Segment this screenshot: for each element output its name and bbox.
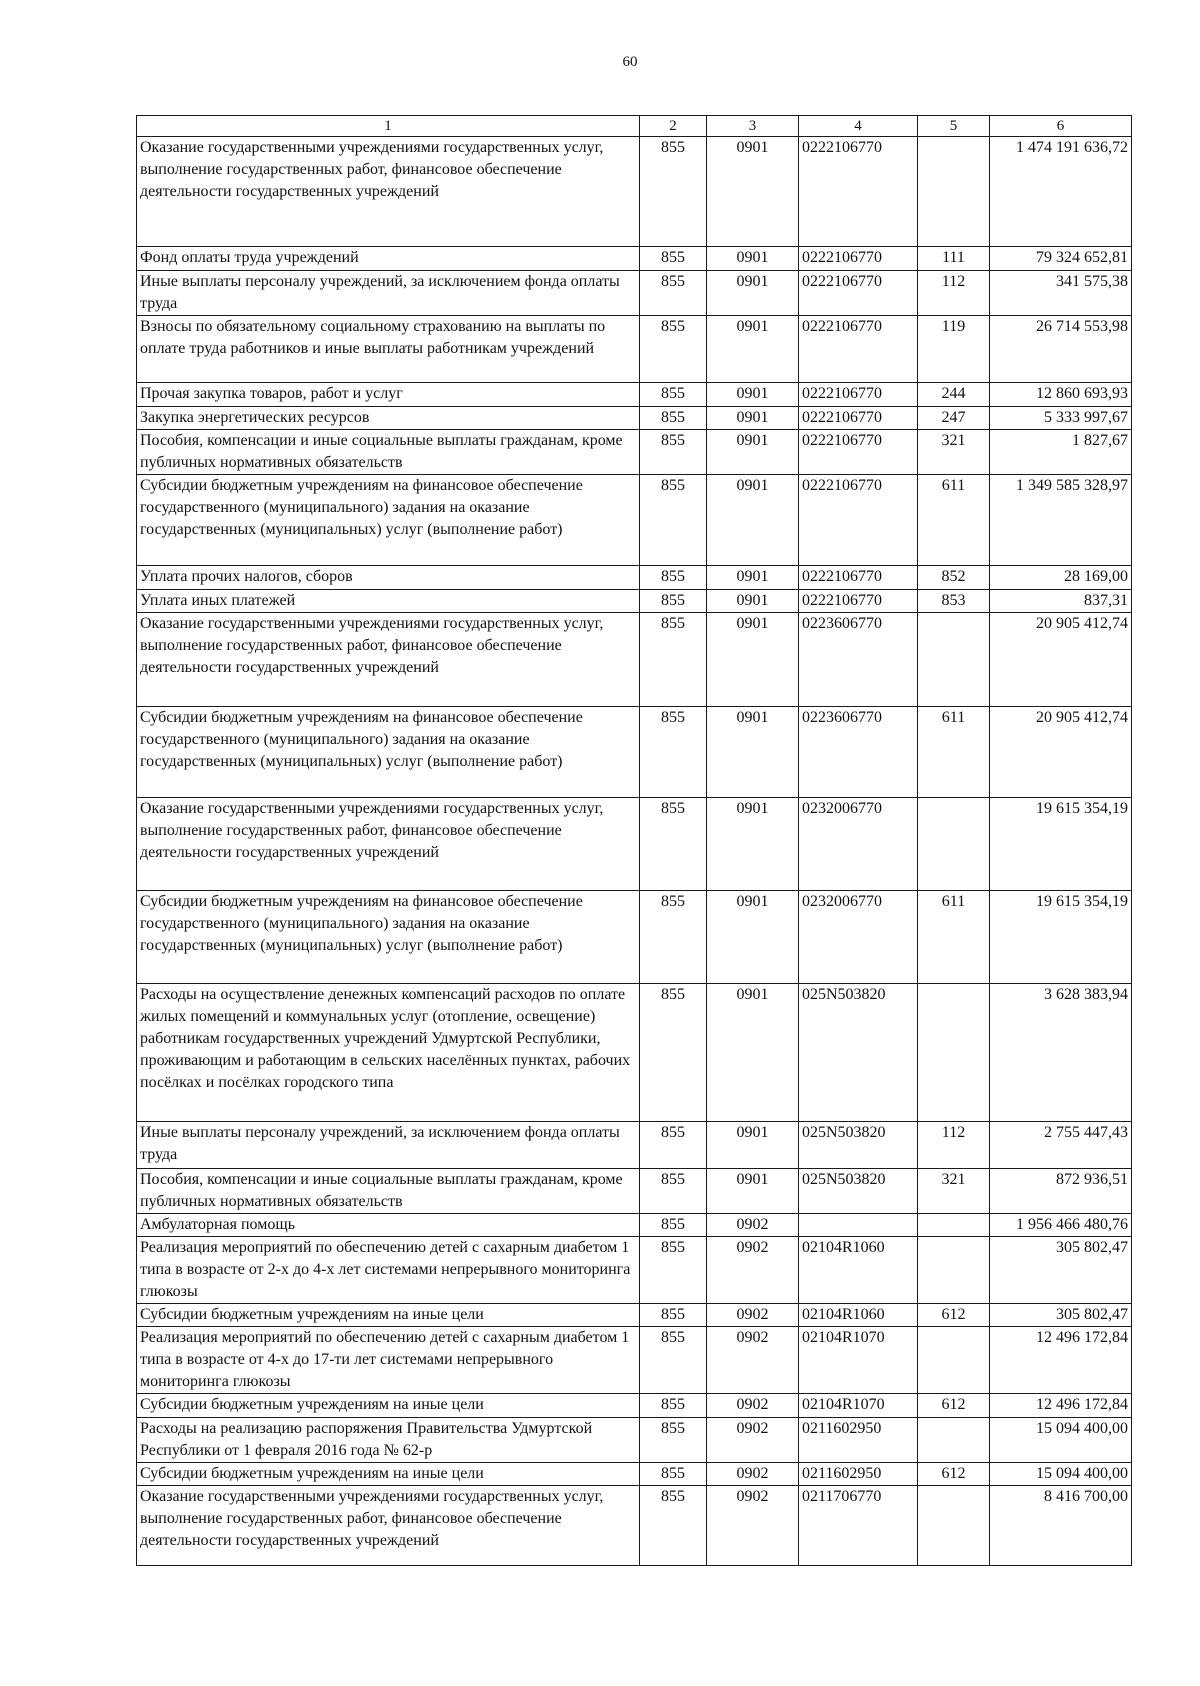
- row-section-cell: 0901: [707, 1122, 799, 1169]
- row-amount-cell: 1 349 585 328,97: [990, 475, 1132, 566]
- row-section-cell: 0902: [707, 1237, 799, 1304]
- row-amount-cell: 837,31: [990, 590, 1132, 613]
- table-row: [137, 590, 1132, 613]
- row-vr-cell: 321: [918, 1169, 990, 1214]
- row-name-cell: Реализация мероприятий по обеспечению детей с сахарным диабетом 1 типа в возрасте от 2-х до 4-х лет системами непрерывного мониторинга глюкозы: [137, 1237, 640, 1304]
- row-section-cell: 0902: [707, 1327, 799, 1394]
- table-row: [137, 383, 1132, 407]
- row-grbs-cell: 855: [640, 891, 707, 984]
- row-section-cell: 0901: [707, 247, 799, 271]
- row-vr-cell: 247: [918, 407, 990, 430]
- row-section-cell: 0901: [707, 984, 799, 1122]
- table-row: [137, 1394, 1132, 1418]
- row-vr-cell: 852: [918, 566, 990, 590]
- row-name-cell: Субсидии бюджетным учреждениям на иные цели: [137, 1463, 640, 1486]
- table-row: [137, 1486, 1132, 1566]
- row-csr-cell: 0211602950: [799, 1418, 918, 1463]
- row-grbs-cell: 855: [640, 247, 707, 271]
- table-row: [137, 707, 1132, 798]
- row-name-cell: Взносы по обязательному социальному страхованию на выплаты по оплате труда работников и иные выплаты работникам учреждений: [137, 316, 640, 383]
- row-section-cell: 0901: [707, 271, 799, 316]
- row-name-cell: Закупка энергетических ресурсов: [137, 407, 640, 430]
- row-csr-cell: 0222106770: [799, 407, 918, 430]
- table-row: [137, 271, 1132, 316]
- row-amount-cell: 305 802,47: [990, 1304, 1132, 1327]
- table-row: [137, 475, 1132, 566]
- row-vr-cell: [918, 798, 990, 891]
- row-amount-cell: 5 333 997,67: [990, 407, 1132, 430]
- row-name-cell: Амбулаторная помощь: [137, 1214, 640, 1237]
- table-row: [137, 798, 1132, 891]
- row-grbs-cell: 855: [640, 707, 707, 798]
- column-number: 1: [137, 116, 640, 137]
- row-name-cell: Субсидии бюджетным учреждениям на финансовое обеспечение государственного (муниципального) задания на оказание государственных (муниципальных) услуг (выполнение работ): [137, 475, 640, 566]
- column-number: 4: [799, 116, 918, 137]
- row-grbs-cell: 855: [640, 475, 707, 566]
- column-number: 5: [918, 116, 990, 137]
- row-amount-cell: 12 496 172,84: [990, 1394, 1132, 1418]
- column-number-row: [137, 116, 1132, 137]
- row-csr-cell: 0222106770: [799, 590, 918, 613]
- row-grbs-cell: 855: [640, 1418, 707, 1463]
- row-grbs-cell: 855: [640, 383, 707, 407]
- row-section-cell: 0902: [707, 1463, 799, 1486]
- row-amount-cell: 1 827,67: [990, 430, 1132, 475]
- row-amount-cell: 20 905 412,74: [990, 707, 1132, 798]
- row-vr-cell: 112: [918, 1122, 990, 1169]
- row-vr-cell: [918, 1486, 990, 1566]
- row-amount-cell: 2 755 447,43: [990, 1122, 1132, 1169]
- row-csr-cell: 0232006770: [799, 891, 918, 984]
- row-name-cell: Субсидии бюджетным учреждениям на иные цели: [137, 1394, 640, 1418]
- row-grbs-cell: 855: [640, 1394, 707, 1418]
- row-csr-cell: 0211602950: [799, 1463, 918, 1486]
- row-section-cell: 0901: [707, 316, 799, 383]
- row-grbs-cell: 855: [640, 316, 707, 383]
- row-name-cell: Оказание государственными учреждениями государственных услуг, выполнение государственных работ, финансовое обеспечение деятельности государственных учреждений: [137, 1486, 640, 1566]
- row-name-cell: Уплата иных платежей: [137, 590, 640, 613]
- row-grbs-cell: 855: [640, 1463, 707, 1486]
- table-row: [137, 1418, 1132, 1463]
- row-section-cell: 0902: [707, 1394, 799, 1418]
- row-amount-cell: 12 860 693,93: [990, 383, 1132, 407]
- row-section-cell: 0901: [707, 613, 799, 707]
- row-section-cell: 0902: [707, 1486, 799, 1566]
- row-section-cell: 0901: [707, 475, 799, 566]
- table-row: [137, 566, 1132, 590]
- row-grbs-cell: 855: [640, 137, 707, 247]
- row-section-cell: 0901: [707, 590, 799, 613]
- row-amount-cell: 79 324 652,81: [990, 247, 1132, 271]
- row-section-cell: 0902: [707, 1304, 799, 1327]
- table-row: [137, 891, 1132, 984]
- row-name-cell: Расходы на реализацию распоряжения Правительства Удмуртской Республики от 1 февраля 2016 года № 62-р: [137, 1418, 640, 1463]
- row-name-cell: Оказание государственными учреждениями государственных услуг, выполнение государственных работ, финансовое обеспечение деятельности государственных учреждений: [137, 798, 640, 891]
- row-name-cell: Оказание государственными учреждениями государственных услуг, выполнение государственных работ, финансовое обеспечение деятельности государственных учреждений: [137, 137, 640, 247]
- row-vr-cell: 612: [918, 1394, 990, 1418]
- row-csr-cell: 02104R1070: [799, 1327, 918, 1394]
- table-row: [137, 1122, 1132, 1169]
- row-vr-cell: 853: [918, 590, 990, 613]
- row-section-cell: 0901: [707, 383, 799, 407]
- row-csr-cell: [799, 1214, 918, 1237]
- row-vr-cell: 321: [918, 430, 990, 475]
- table-row: [137, 1463, 1132, 1486]
- row-name-cell: Расходы на осуществление денежных компенсаций расходов по оплате жилых помещений и коммунальных услуг (отопление, освещение) работникам государственных учреждений Удмуртской Республики, проживающим и работающим в сельских населённых пунктах, рабочих посёлках и посёлках городского типа: [137, 984, 640, 1122]
- row-grbs-cell: 855: [640, 430, 707, 475]
- row-grbs-cell: 855: [640, 1237, 707, 1304]
- row-amount-cell: 26 714 553,98: [990, 316, 1132, 383]
- row-amount-cell: 15 094 400,00: [990, 1418, 1132, 1463]
- row-section-cell: 0901: [707, 707, 799, 798]
- row-vr-cell: [918, 613, 990, 707]
- row-grbs-cell: 855: [640, 1327, 707, 1394]
- row-vr-cell: [918, 1237, 990, 1304]
- row-csr-cell: 025N503820: [799, 1122, 918, 1169]
- row-vr-cell: 244: [918, 383, 990, 407]
- row-csr-cell: 02104R1070: [799, 1394, 918, 1418]
- table-row: [137, 1237, 1132, 1304]
- row-grbs-cell: 855: [640, 798, 707, 891]
- row-grbs-cell: 855: [640, 1122, 707, 1169]
- row-section-cell: 0901: [707, 430, 799, 475]
- row-grbs-cell: 855: [640, 566, 707, 590]
- row-grbs-cell: 855: [640, 271, 707, 316]
- row-grbs-cell: 855: [640, 407, 707, 430]
- row-csr-cell: 025N503820: [799, 984, 918, 1122]
- row-name-cell: Оказание государственными учреждениями государственных услуг, выполнение государственных работ, финансовое обеспечение деятельности государственных учреждений: [137, 613, 640, 707]
- row-name-cell: Пособия, компенсации и иные социальные выплаты гражданам, кроме публичных нормативных обязательств: [137, 430, 640, 475]
- row-section-cell: 0901: [707, 891, 799, 984]
- row-csr-cell: 0222106770: [799, 475, 918, 566]
- row-name-cell: Субсидии бюджетным учреждениям на финансовое обеспечение государственного (муниципального) задания на оказание государственных (муниципальных) услуг (выполнение работ): [137, 707, 640, 798]
- row-csr-cell: 0222106770: [799, 566, 918, 590]
- row-amount-cell: 872 936,51: [990, 1169, 1132, 1214]
- row-section-cell: 0901: [707, 137, 799, 247]
- row-section-cell: 0902: [707, 1418, 799, 1463]
- row-vr-cell: [918, 137, 990, 247]
- row-vr-cell: [918, 1327, 990, 1394]
- row-vr-cell: [918, 1418, 990, 1463]
- table-row: [137, 137, 1132, 247]
- row-vr-cell: 111: [918, 247, 990, 271]
- table-row: [137, 984, 1132, 1122]
- table-row: [137, 1304, 1132, 1327]
- row-csr-cell: 0222106770: [799, 247, 918, 271]
- row-csr-cell: 0223606770: [799, 707, 918, 798]
- row-grbs-cell: 855: [640, 590, 707, 613]
- row-vr-cell: 611: [918, 891, 990, 984]
- row-csr-cell: 0222106770: [799, 430, 918, 475]
- row-name-cell: Субсидии бюджетным учреждениям на иные цели: [137, 1304, 640, 1327]
- row-amount-cell: 28 169,00: [990, 566, 1132, 590]
- row-amount-cell: 1 956 466 480,76: [990, 1214, 1132, 1237]
- row-name-cell: Прочая закупка товаров, работ и услуг: [137, 383, 640, 407]
- row-amount-cell: 341 575,38: [990, 271, 1132, 316]
- row-csr-cell: 0232006770: [799, 798, 918, 891]
- row-vr-cell: 611: [918, 475, 990, 566]
- row-vr-cell: 112: [918, 271, 990, 316]
- table-row: [137, 1327, 1132, 1394]
- row-csr-cell: 0223606770: [799, 613, 918, 707]
- row-vr-cell: [918, 984, 990, 1122]
- row-vr-cell: [918, 1214, 990, 1237]
- row-section-cell: 0902: [707, 1214, 799, 1237]
- table-row: [137, 613, 1132, 707]
- row-section-cell: 0901: [707, 407, 799, 430]
- row-grbs-cell: 855: [640, 1169, 707, 1214]
- row-csr-cell: 02104R1060: [799, 1237, 918, 1304]
- row-amount-cell: 12 496 172,84: [990, 1327, 1132, 1394]
- row-grbs-cell: 855: [640, 1486, 707, 1566]
- column-number: 3: [707, 116, 799, 137]
- row-csr-cell: 0222106770: [799, 137, 918, 247]
- row-section-cell: 0901: [707, 798, 799, 891]
- row-section-cell: 0901: [707, 566, 799, 590]
- row-amount-cell: 19 615 354,19: [990, 891, 1132, 984]
- table-row: [137, 1214, 1132, 1237]
- row-amount-cell: 15 094 400,00: [990, 1463, 1132, 1486]
- row-csr-cell: 025N503820: [799, 1169, 918, 1214]
- row-csr-cell: 0222106770: [799, 271, 918, 316]
- row-name-cell: Иные выплаты персоналу учреждений, за исключением фонда оплаты труда: [137, 271, 640, 316]
- row-amount-cell: 1 474 191 636,72: [990, 137, 1132, 247]
- row-vr-cell: 119: [918, 316, 990, 383]
- row-amount-cell: 19 615 354,19: [990, 798, 1132, 891]
- row-amount-cell: 3 628 383,94: [990, 984, 1132, 1122]
- row-grbs-cell: 855: [640, 1304, 707, 1327]
- row-amount-cell: 305 802,47: [990, 1237, 1132, 1304]
- row-vr-cell: 611: [918, 707, 990, 798]
- row-name-cell: Субсидии бюджетным учреждениям на финансовое обеспечение государственного (муниципального) задания на оказание государственных (муниципальных) услуг (выполнение работ): [137, 891, 640, 984]
- row-grbs-cell: 855: [640, 1214, 707, 1237]
- budget-table: [136, 115, 1132, 1566]
- table-row: [137, 407, 1132, 430]
- row-section-cell: 0901: [707, 1169, 799, 1214]
- table-row: [137, 1169, 1132, 1214]
- row-amount-cell: 20 905 412,74: [990, 613, 1132, 707]
- row-vr-cell: 612: [918, 1304, 990, 1327]
- column-number: 2: [640, 116, 707, 137]
- row-name-cell: Пособия, компенсации и иные социальные выплаты гражданам, кроме публичных нормативных обязательств: [137, 1169, 640, 1214]
- row-csr-cell: 0222106770: [799, 383, 918, 407]
- table-row: [137, 316, 1132, 383]
- row-csr-cell: 0222106770: [799, 316, 918, 383]
- row-name-cell: Фонд оплаты труда учреждений: [137, 247, 640, 271]
- row-csr-cell: 02104R1060: [799, 1304, 918, 1327]
- row-name-cell: Уплата прочих налогов, сборов: [137, 566, 640, 590]
- row-amount-cell: 8 416 700,00: [990, 1486, 1132, 1566]
- row-grbs-cell: 855: [640, 613, 707, 707]
- table-row: [137, 430, 1132, 475]
- row-name-cell: Реализация мероприятий по обеспечению детей с сахарным диабетом 1 типа в возрасте от 4-х до 17-ти лет системами непрерывного мониторинга глюкозы: [137, 1327, 640, 1394]
- table-row: [137, 247, 1132, 271]
- row-name-cell: Иные выплаты персоналу учреждений, за исключением фонда оплаты труда: [137, 1122, 640, 1169]
- row-vr-cell: 612: [918, 1463, 990, 1486]
- row-grbs-cell: 855: [640, 984, 707, 1122]
- row-csr-cell: 0211706770: [799, 1486, 918, 1566]
- column-number: 6: [990, 116, 1132, 137]
- page-number: 60: [622, 54, 638, 70]
